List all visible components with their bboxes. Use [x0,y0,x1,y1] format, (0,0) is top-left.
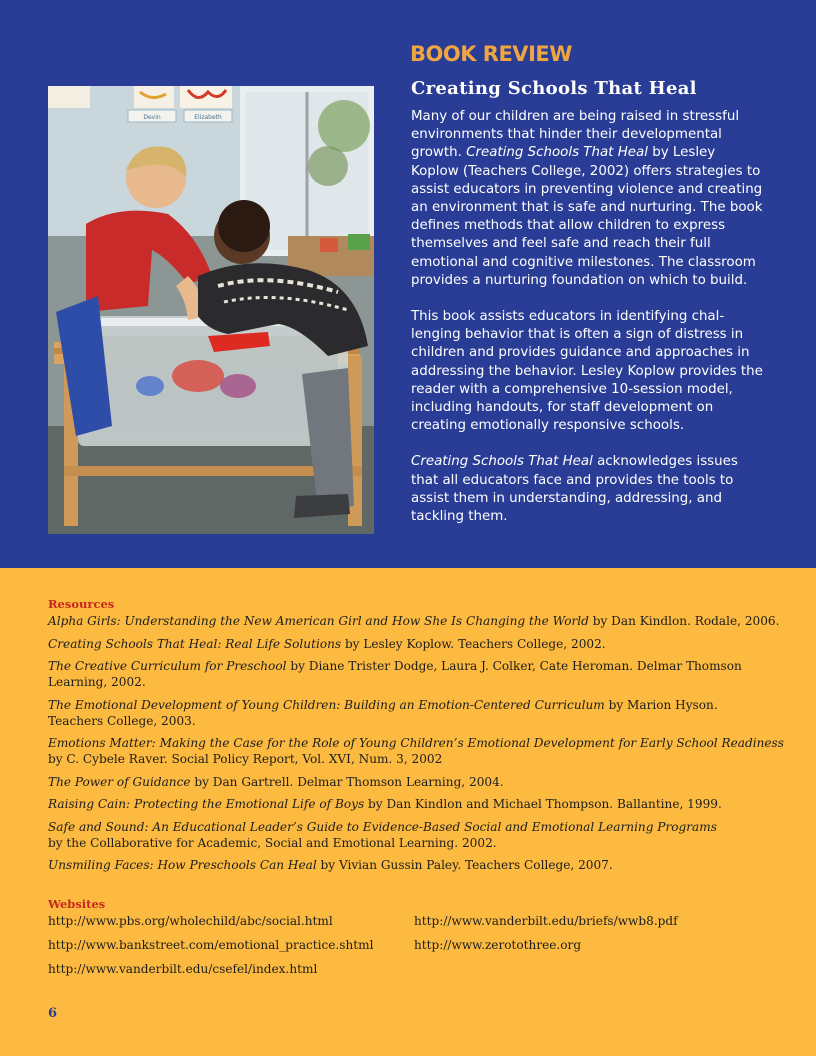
resource-citation: by Diane Trister Dodge, Laura J. Colker, Cate Heroman. Delmar Thomson Learning, 2002. [48,659,742,689]
photo-name-label: Devin [143,114,161,121]
review-paragraph-2: This book assists educators in identifying challenging behavior that is often a sign of distress in children and provides guidance and approaches in addressing the behavior. Lesley Koplow provides the reader with a comprehensive 10-session model, including handouts, for staff development on creating emotionally responsive schools. [411,309,763,434]
classroom-photo [48,86,374,534]
resource-citation-line2: Teachers College, 2003. [48,713,196,728]
websites-column-1 [48,913,374,985]
websites-column-2 [414,913,678,961]
resource-title: Unsmiling Faces: How Preschools Can Heal [48,858,317,872]
resources-heading: Resources [48,597,115,611]
resource-title: Raising Cain: Protecting the Emotional Life of Boys [48,797,365,811]
resource-citation: by Dan Kindlon and Michael Thompson. Ballantine, 1999. [364,797,722,811]
resource-title: Alpha Girls: Understanding the New American Girl and How She Is Changing the World [48,614,589,628]
resource-item [48,774,798,790]
review-body [411,108,767,544]
resource-item [48,796,798,812]
resource-title: The Creative Curriculum for Preschool [48,659,287,673]
website-link[interactable]: http://www.vanderbilt.edu/csefel/index.html [48,962,318,976]
resource-title: The Power of Guidance [48,774,191,789]
resource-title: The Emotional Development of Young Children: Building an Emotion-Centered Curriculum [48,697,605,712]
review-paragraph-3: Creating Schools That Heal acknowledges issues that all educators face and provides the tools to assist them in understanding, addressing, and tackling them. [411,454,738,525]
section-label: BOOK REVIEW [410,42,572,66]
resource-citation: by Vivian Gussin Paley. Teachers College, 2007. [316,858,613,872]
website-link[interactable]: http://www.bankstreet.com/emotional_practice.shtml [48,938,374,952]
resource-title: Creating Schools That Heal: Real Life Solutions [48,636,342,651]
resource-item [48,697,798,729]
resource-citation: by Dan Kindlon. Rodale, 2006. [588,614,780,628]
resource-citation-line2: by C. Cybele Raver. Social Policy Report, Vol. XVI, Num. 3, 2002 [48,752,443,766]
resource-item [48,819,798,851]
page-number: 6 [48,1006,58,1021]
resource-item [48,658,798,690]
website-link[interactable]: http://www.pbs.org/wholechild/abc/social.html [48,914,333,928]
resource-item [48,613,798,629]
resource-citation: by Marion Hyson. [604,697,718,712]
resource-citation-line2: by the Collaborative for Academic, Social and Emotional Learning. 2002. [48,835,497,850]
photo-name-label: Elizabeth [194,114,222,121]
resource-title: Emotions Matter: Making the Case for the Role of Young Children’s Emotional Development for Early School Readiness [48,736,784,750]
resource-item [48,857,798,873]
websites-heading: Websites [48,897,106,911]
website-link[interactable]: http://www.vanderbilt.edu/briefs/wwb8.pdf [414,914,678,928]
website-link[interactable]: http://www.zerotothree.org [414,938,582,952]
resource-citation: by Lesley Koplow. Teachers College, 2002. [341,636,606,651]
resource-citation: by Dan Gartrell. Delmar Thomson Learning, 2004. [190,774,504,789]
resource-item [48,636,798,652]
book-title: Creating Schools That Heal [411,78,697,99]
resources-list [48,613,798,880]
resource-title: Safe and Sound: An Educational Leader’s Guide to Evidence-Based Social and Emotional Learning Programs [48,819,717,834]
review-paragraph-1: Many of our children are being raised in stressful environments that hinder their developmental growth. Creating Schools That Heal by Lesley Koplow (Teachers College, 2002) offers strategies to assist educators in preventing violence and creating an environment that is safe and nurturing. The book defines methods that allow children to express themselves and feel safe and reach their full emotional and cognitive milestones. The classroom provides a nurturing foundation on which to build. [411,109,763,288]
resource-item [48,735,798,767]
